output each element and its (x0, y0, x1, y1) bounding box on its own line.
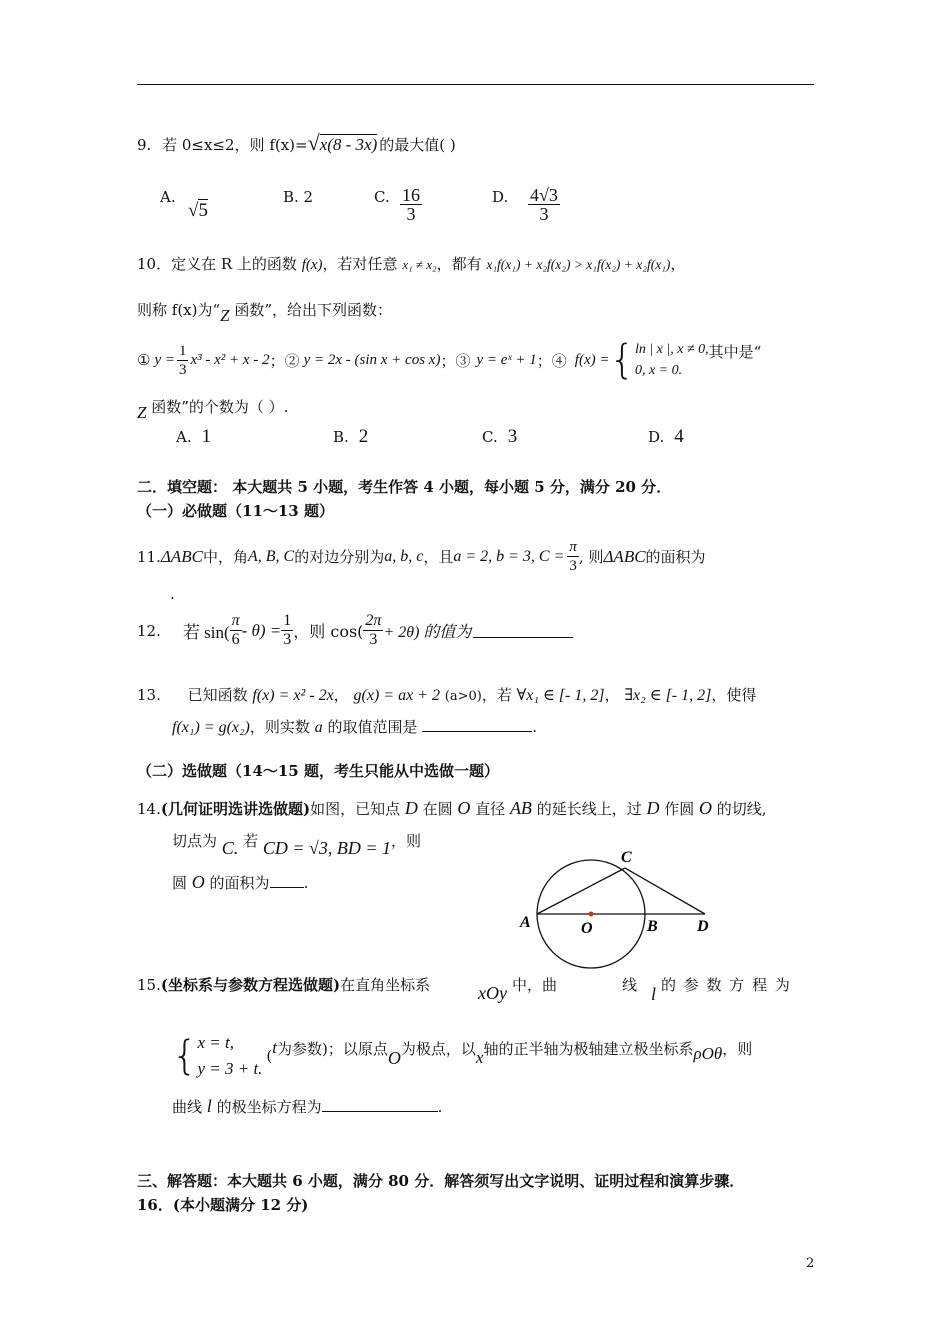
q13-m: a (314, 719, 323, 736)
question-15-line-3 (172, 1096, 442, 1117)
q9-option-d (492, 188, 508, 206)
q9-option-a-radicand: 5 (198, 200, 208, 221)
q15-a: 在直角坐标系 (340, 976, 431, 994)
q10-option-a-label: A. (176, 428, 192, 446)
q9-text-after: 的最大值( ) (379, 136, 456, 154)
q15-b: 中，曲 (512, 976, 558, 994)
q9-option-a-sqrt-icon: √ (188, 200, 199, 221)
q15-curve-l: l (651, 984, 657, 1004)
q9-option-c-label: C. (374, 188, 390, 206)
header-rule (137, 84, 814, 85)
q14-l: . (303, 874, 309, 892)
q12-f1-denominator: 6 (231, 631, 240, 648)
q10-inequality: x₁f(x₁) + x₂f(x₂) > x₁f(x₂) + x₂f(x₁) (486, 257, 671, 272)
q10-f1-label: ① (137, 351, 151, 369)
q10-line2-b: 函数”，给出下列函数： (229, 301, 393, 319)
q15-axis-x: x (475, 1048, 484, 1067)
q14-tag: (几何证明选讲选做题) (160, 800, 311, 818)
q10-option-d-label: D. (648, 428, 665, 446)
q9-sqrt-icon: √ (307, 130, 320, 155)
q11-triangle-b: ΔABC (603, 546, 646, 566)
q11-fraction (567, 538, 579, 575)
q15-c: 线 (622, 976, 638, 994)
q15-system (197, 1030, 262, 1082)
question-13-line-2 (172, 716, 537, 737)
q9-option-c (374, 188, 390, 206)
question-15-line-1 (137, 974, 430, 995)
q10-f4-cases (635, 339, 709, 381)
q14-line-ac (537, 868, 625, 914)
q10-f1-numerator: 1 (178, 342, 187, 359)
q9-radicand: x(8 - 3x) (319, 135, 378, 154)
q11-period: . (170, 585, 175, 603)
q9-option-b-label: B. 2 (283, 188, 314, 206)
q9-option-a (160, 188, 176, 206)
q15-number: 15. (137, 976, 161, 994)
q10-f1-sep: ；② (269, 351, 300, 370)
q10-line2-z: Z (220, 306, 230, 325)
q13-number: 13. (137, 686, 161, 704)
q14-label-a: A (520, 914, 531, 931)
q9-option-a-label: A. (160, 188, 176, 206)
q13-fx: f(x) = x² - 2x (252, 687, 334, 704)
section-3-title: 三、解答题：本大题共 6 小题，满分 80 分．解答须写出文字说明、证明过程和演算步骤． (137, 1172, 745, 1190)
q10-line1-end: ， (670, 255, 686, 273)
q12-b: - θ) = (241, 620, 282, 640)
q9-option-d-numerator: 4√3 (530, 185, 558, 205)
q14-d: 的延长线上，过 (531, 800, 647, 818)
q15-m: . (437, 1098, 443, 1116)
q12-fraction-1 (230, 612, 242, 649)
q14-geometry-figure (515, 845, 720, 970)
q14-j: 圆 (172, 874, 192, 892)
q14-condition: CD = √3, BD = 1 (262, 838, 392, 858)
q12-f3-denominator: 3 (369, 631, 378, 648)
q13-exists: ∃x₂ ∈ [- 1, 2] (624, 687, 712, 704)
q15-g: 为极点，以 (400, 1039, 476, 1058)
q13-a: 已知函数 (187, 686, 253, 704)
q13-k: f(x₁) = g(x₂) (172, 719, 250, 736)
q11-triangle-a: ΔABC (160, 546, 203, 566)
q10-f1-b: x³ - x² + x - 2 (190, 351, 270, 368)
q14-line-cd (625, 868, 705, 914)
q10-fx: f(x) (301, 257, 323, 273)
q10-option-b (333, 426, 368, 448)
q13-answer-blank[interactable] (422, 717, 532, 732)
question-13-line-1 (137, 684, 756, 705)
q10-option-d-value: 4 (674, 426, 684, 447)
q12-number: 12. (137, 621, 161, 640)
q14-c: 直径 (470, 800, 510, 818)
q11-given: a = 2, b = 3, C = (453, 547, 565, 565)
question-10-functions (137, 339, 761, 381)
q10-line1-c: ，都有 (436, 255, 482, 273)
q15-curve-l-2: l (206, 1096, 212, 1116)
q11-h: , 则 (578, 548, 604, 566)
q10-number: 10． (137, 255, 172, 273)
section-2b-title: （二）选做题（14～15 题，考生只能从中选做一题） (137, 762, 499, 780)
q11-f: ，且 (423, 548, 454, 566)
q15-d: 的 参 数 方 程 为 (661, 976, 792, 994)
q10-f2-sep: ；③ (440, 351, 471, 370)
q15-e: ( (266, 1047, 273, 1065)
q14-center-dot (589, 912, 594, 917)
q9-option-a-value (188, 200, 208, 222)
q10-option-b-value: 2 (358, 426, 369, 447)
question-16-heading: 16．(本小题满分 12 分) (137, 1196, 309, 1214)
q14-circle-o-2: O (699, 798, 713, 818)
q15-j: 曲线 (172, 1098, 207, 1116)
q15-i: ，则 (722, 1039, 753, 1058)
q10-line2-a: 则称 f(x)为“ (137, 301, 221, 319)
q10-option-a (176, 426, 211, 448)
q13-o: . (532, 718, 537, 736)
q10-line1-a: 定义在 R 上的函数 (171, 255, 297, 273)
q10-option-d (648, 426, 684, 448)
q14-h: 若 (238, 832, 263, 850)
question-15-line-2 (172, 1030, 752, 1082)
q15-polar: ρOθ (693, 1044, 723, 1063)
q15-origin-o: O (387, 1047, 401, 1068)
q10-line4-z: Z (137, 403, 147, 422)
question-9 (137, 130, 456, 156)
q10-line1-b: ，若对任意 (322, 255, 398, 273)
q15-xoy: xOy (478, 983, 507, 1003)
q13-n: 的取值范围是 (322, 718, 423, 736)
q13-forall: ∀x₁ ∈ [- 1, 2] (516, 687, 605, 704)
q11-numerator: π (569, 539, 577, 555)
q9-option-d-label: D. (492, 188, 509, 206)
q13-gx: g(x) = ax + 2 (353, 687, 440, 704)
q12-fraction-3 (363, 612, 383, 649)
q14-point-d: D (404, 798, 418, 818)
question-14-line-2 (172, 830, 422, 858)
q14-g: 切点为 (172, 832, 222, 850)
q9-option-b (283, 188, 313, 206)
q13-l: ，则实数 (249, 718, 315, 736)
question-10-line-4 (137, 396, 289, 422)
q15-h: 轴的正半轴为极轴建立极坐标系 (483, 1039, 694, 1058)
q15-answer-blank[interactable] (322, 1097, 438, 1112)
q14-circle-o-3: O (191, 872, 205, 892)
q10-option-b-label: B. (333, 428, 349, 446)
q12-d: + 2θ) 的值为 (383, 624, 472, 641)
q15-param-t: t (272, 1038, 278, 1057)
q10-option-a-value: 1 (201, 426, 212, 447)
q10-f1-denominator: 3 (178, 361, 187, 378)
q12-f2-numerator: 1 (283, 612, 292, 629)
q10-f1-fraction (177, 342, 189, 379)
q14-point-d-2: D (646, 798, 660, 818)
q10-line4: 函数”的个数为（ ）. (146, 398, 289, 416)
q9-option-d-denominator: 3 (539, 204, 549, 224)
q14-number: 14. (137, 800, 161, 818)
q14-k: 的面积为 (204, 874, 270, 892)
q10-f3: y = eˣ + 1 (476, 351, 537, 368)
q10-f4-case-1: ln | x |, x ≠ 0, (634, 342, 709, 357)
q9-option-d-fraction (528, 186, 560, 223)
q11-j: 的面积为 (645, 548, 706, 566)
q12-c: ，则 cos( (293, 622, 364, 641)
q9-option-c-numerator: 16 (402, 185, 420, 205)
q10-f4-a: f(x) = (574, 351, 610, 368)
question-12 (137, 612, 573, 649)
q15-k: 的极坐标方程为 (211, 1098, 322, 1116)
q11-sides: a, b, c (384, 547, 424, 565)
question-10-line-1 (137, 253, 685, 274)
q14-answer-blank[interactable] (270, 873, 304, 888)
q10-option-c-label: C. (482, 428, 498, 446)
q10-f4-tail: 其中是“ (708, 342, 762, 361)
q14-f: 的切线, (712, 800, 767, 818)
q9-text-before: 若 0≤x≤2，则 f(x)= (162, 136, 308, 154)
q11-b: 中，角 (202, 548, 248, 566)
q9-number: 9. (137, 136, 152, 154)
q12-f2-denominator: 3 (283, 631, 292, 648)
q10-f2: y = 2x - (sin x + cos x) (303, 351, 441, 368)
q12-f1-numerator: π (231, 612, 240, 629)
question-14-line-3 (172, 872, 308, 893)
q15-eq2: y = 3 + t. (197, 1059, 263, 1078)
q10-condition: x₁ ≠ x₂ (402, 257, 437, 272)
q15-f: 为参数)；以原点 (277, 1039, 388, 1058)
q14-a: 如图，已知点 (310, 800, 405, 818)
q14-point-c: C. (221, 838, 239, 858)
question-14-line-1 (137, 798, 767, 819)
q14-label-c: C (621, 849, 632, 866)
q15-brace-icon: { (172, 1033, 198, 1079)
q12-f3-numerator: 2π (365, 612, 382, 629)
q10-option-c (482, 426, 517, 448)
q10-f4-case-2: 0, x = 0. (634, 363, 683, 378)
page-number: 2 (806, 1256, 815, 1271)
q14-label-b: B (647, 918, 658, 935)
q13-f: ，若 (481, 686, 517, 704)
q14-label-o: O (581, 920, 593, 937)
q15-tag: (坐标系与参数方程选做题) (160, 976, 341, 994)
q12-fraction-2 (281, 612, 293, 649)
section-2-required: （一）必做题（11～13 题） (137, 502, 334, 520)
q13-e: (a>0) (444, 689, 482, 704)
q9-option-c-denominator: 3 (406, 204, 416, 224)
q10-f3-sep: ；④ (536, 351, 567, 370)
q12-a: 若 sin( (182, 623, 230, 642)
q14-circle-o: O (457, 798, 471, 818)
q14-e: 作圆 (659, 800, 700, 818)
question-11 (137, 538, 706, 575)
q9-option-c-fraction (400, 186, 422, 223)
q14-label-d: D (697, 918, 709, 935)
question-10-line-2 (137, 299, 393, 325)
q13-h: ， (604, 686, 620, 704)
q11-angles: A, B, C (247, 547, 295, 565)
q14-diameter-ab: AB (509, 798, 532, 818)
q10-f1-a: y = (154, 351, 175, 368)
q11-denominator: 3 (569, 558, 577, 574)
q15-eq1: x = t, (197, 1033, 234, 1052)
q14-i: ，则 (391, 832, 422, 850)
q11-d: 的对边分别为 (294, 548, 385, 566)
q12-answer-blank[interactable] (473, 623, 573, 638)
q13-c: ， (333, 686, 349, 704)
q10-option-c-value: 3 (507, 426, 518, 447)
q11-number: 11. (137, 547, 161, 566)
section-2-title: 二．填空题： 本大题共 5 小题，考生作答 4 小题，每小题 5 分，满分 20 分． (137, 478, 672, 496)
q10-f4-brace-icon: { (609, 337, 635, 383)
q14-b: 在圆 (417, 800, 458, 818)
q13-j: ，使得 (711, 686, 757, 704)
